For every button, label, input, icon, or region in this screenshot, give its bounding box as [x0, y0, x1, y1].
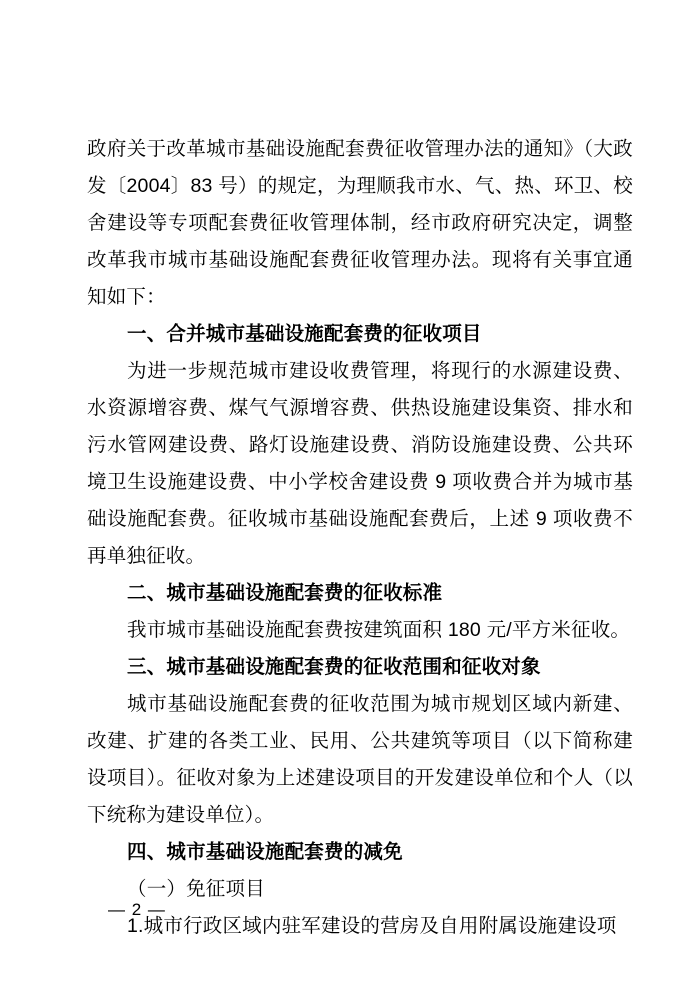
section-heading: 四、城市基础设施配套费的减免 [127, 841, 403, 863]
section-heading: 一、合并城市基础设施配套费的征收项目 [127, 323, 482, 345]
document-body [87, 131, 633, 945]
paragraph: 为进一步规范城市建设收费管理，将现行的水源建设费、水资源增容费、煤气气源增容费、供热设施建设集资、排水和污水管网建设费、路灯设施建设费、消防设施建设费、公共环境卫生设施建设费、中小学校舍建设费 9 项收费合并为城市基础设施配套费。征收城市基础设施配套费后，上述 9 项收费不再单独征收。 [87, 360, 633, 567]
page-number: — 2 — [108, 900, 166, 919]
section-heading: 二、城市基础设施配套费的征收标准 [127, 582, 443, 604]
section-heading: 三、城市基础设施配套费的征收范围和征收对象 [127, 656, 541, 678]
paragraph: 我市城市基础设施配套费按建筑面积 180 元/平方米征收。 [127, 619, 631, 641]
paragraph: （一）免征项目 [127, 878, 265, 900]
paragraph: 城市基础设施配套费的征收范围为城市规划区域内新建、改建、扩建的各类工业、民用、公共建筑等项目（以下简称建设项目）。征收对象为上述建设项目的开发建设单位和个人（以下统称为建设单位）。 [87, 693, 633, 826]
paragraph: 1.城市行政区域内驻军建设的营房及自用附属设施建设项 [127, 915, 617, 937]
paragraph: 政府关于改革城市基础设施配套费征收管理办法的通知》（大政发〔2004〕83 号）的规定，为理顺我市水、气、热、环卫、校舍建设等专项配套费征收管理体制，经市政府研究决定，调整改革我市城市基础设施配套费征收管理办法。现将有关事宜通知如下： [87, 138, 633, 308]
